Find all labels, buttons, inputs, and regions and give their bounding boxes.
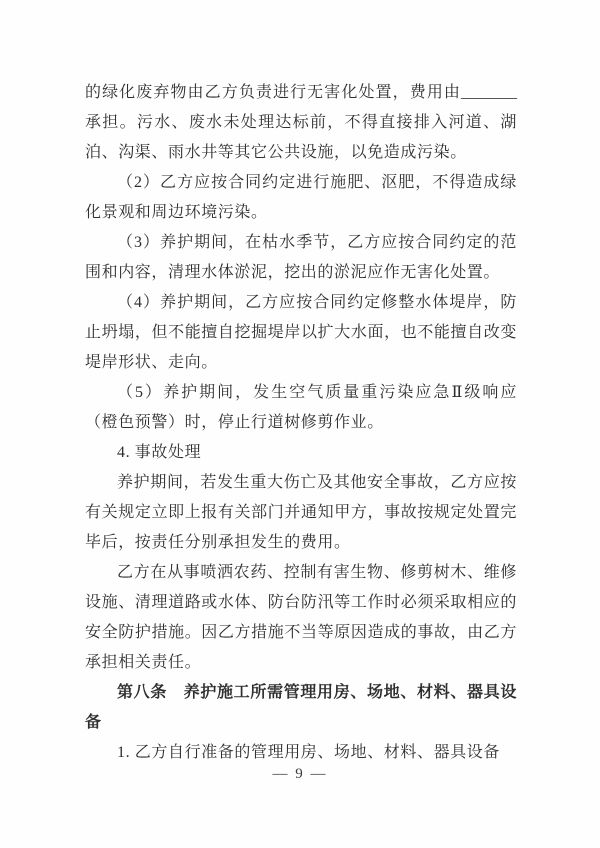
paragraph-text: 承担。污水、废水未处理达标前，不得直接排入河道、湖泊、沟渠、雨水井等其它公共设施，以免造成污染。 — [85, 114, 517, 161]
paragraph-text: 的绿化废弃物由乙方负责进行无害化处置，费用由 — [85, 84, 461, 101]
clause-3-silt-clearing: （3）养护期间，在枯水季节，乙方应按合同约定的范围和内容，清理水体淤泥，挖出的淤泥应作无害化处置。 — [85, 234, 517, 281]
clause-2-fertilizing: （2）乙方应按合同约定进行施肥、沤肥，不得造成绿化景观和周边环境污染。 — [85, 174, 517, 221]
paragraph-safety-protection: 乙方在从事喷洒农药、控制有害生物、修剪树木、维修设施、清理道路或水体、防台防汛等工作时必须采取相应的安全防护措施。因乙方措施不当等原因造成的事故，由乙方承担相关责任。 — [85, 564, 517, 671]
paragraph-accident-reporting: 养护期间，若发生重大伤亡及其他安全事故，乙方应按有关规定立即上报有关部门并通知甲方，事故按规定处置完毕后，按责任分别承担发生的费用。 — [85, 474, 517, 551]
contract-text-block — [85, 78, 517, 768]
section-4-accident-handling-title: 4. 事故处理 — [117, 444, 202, 461]
item-1-self-prepared-facilities: 1. 乙方自行准备的管理用房、场地、材料、器具设备 — [117, 744, 501, 761]
paragraph-continuation-waste-disposal — [85, 78, 517, 168]
clause-4-embankment-repair: （4）养护期间，乙方应按合同约定修整水体堤岸，防止坍塌，但不能擅自挖掘堤岸以扩大水面，也不能擅自改变堤岸形状、走向。 — [85, 294, 517, 371]
page-number: — 9 — — [272, 766, 328, 782]
article-8-heading: 第八条 养护施工所需管理用房、场地、材料、器具设备 — [85, 684, 517, 731]
clause-5-air-pollution-alert: （5）养护期间，发生空气质量重污染应急Ⅱ级响应（橙色预警）时，停止行道树修剪作业。 — [85, 384, 517, 431]
fill-in-blank-line: _______ — [461, 84, 517, 101]
